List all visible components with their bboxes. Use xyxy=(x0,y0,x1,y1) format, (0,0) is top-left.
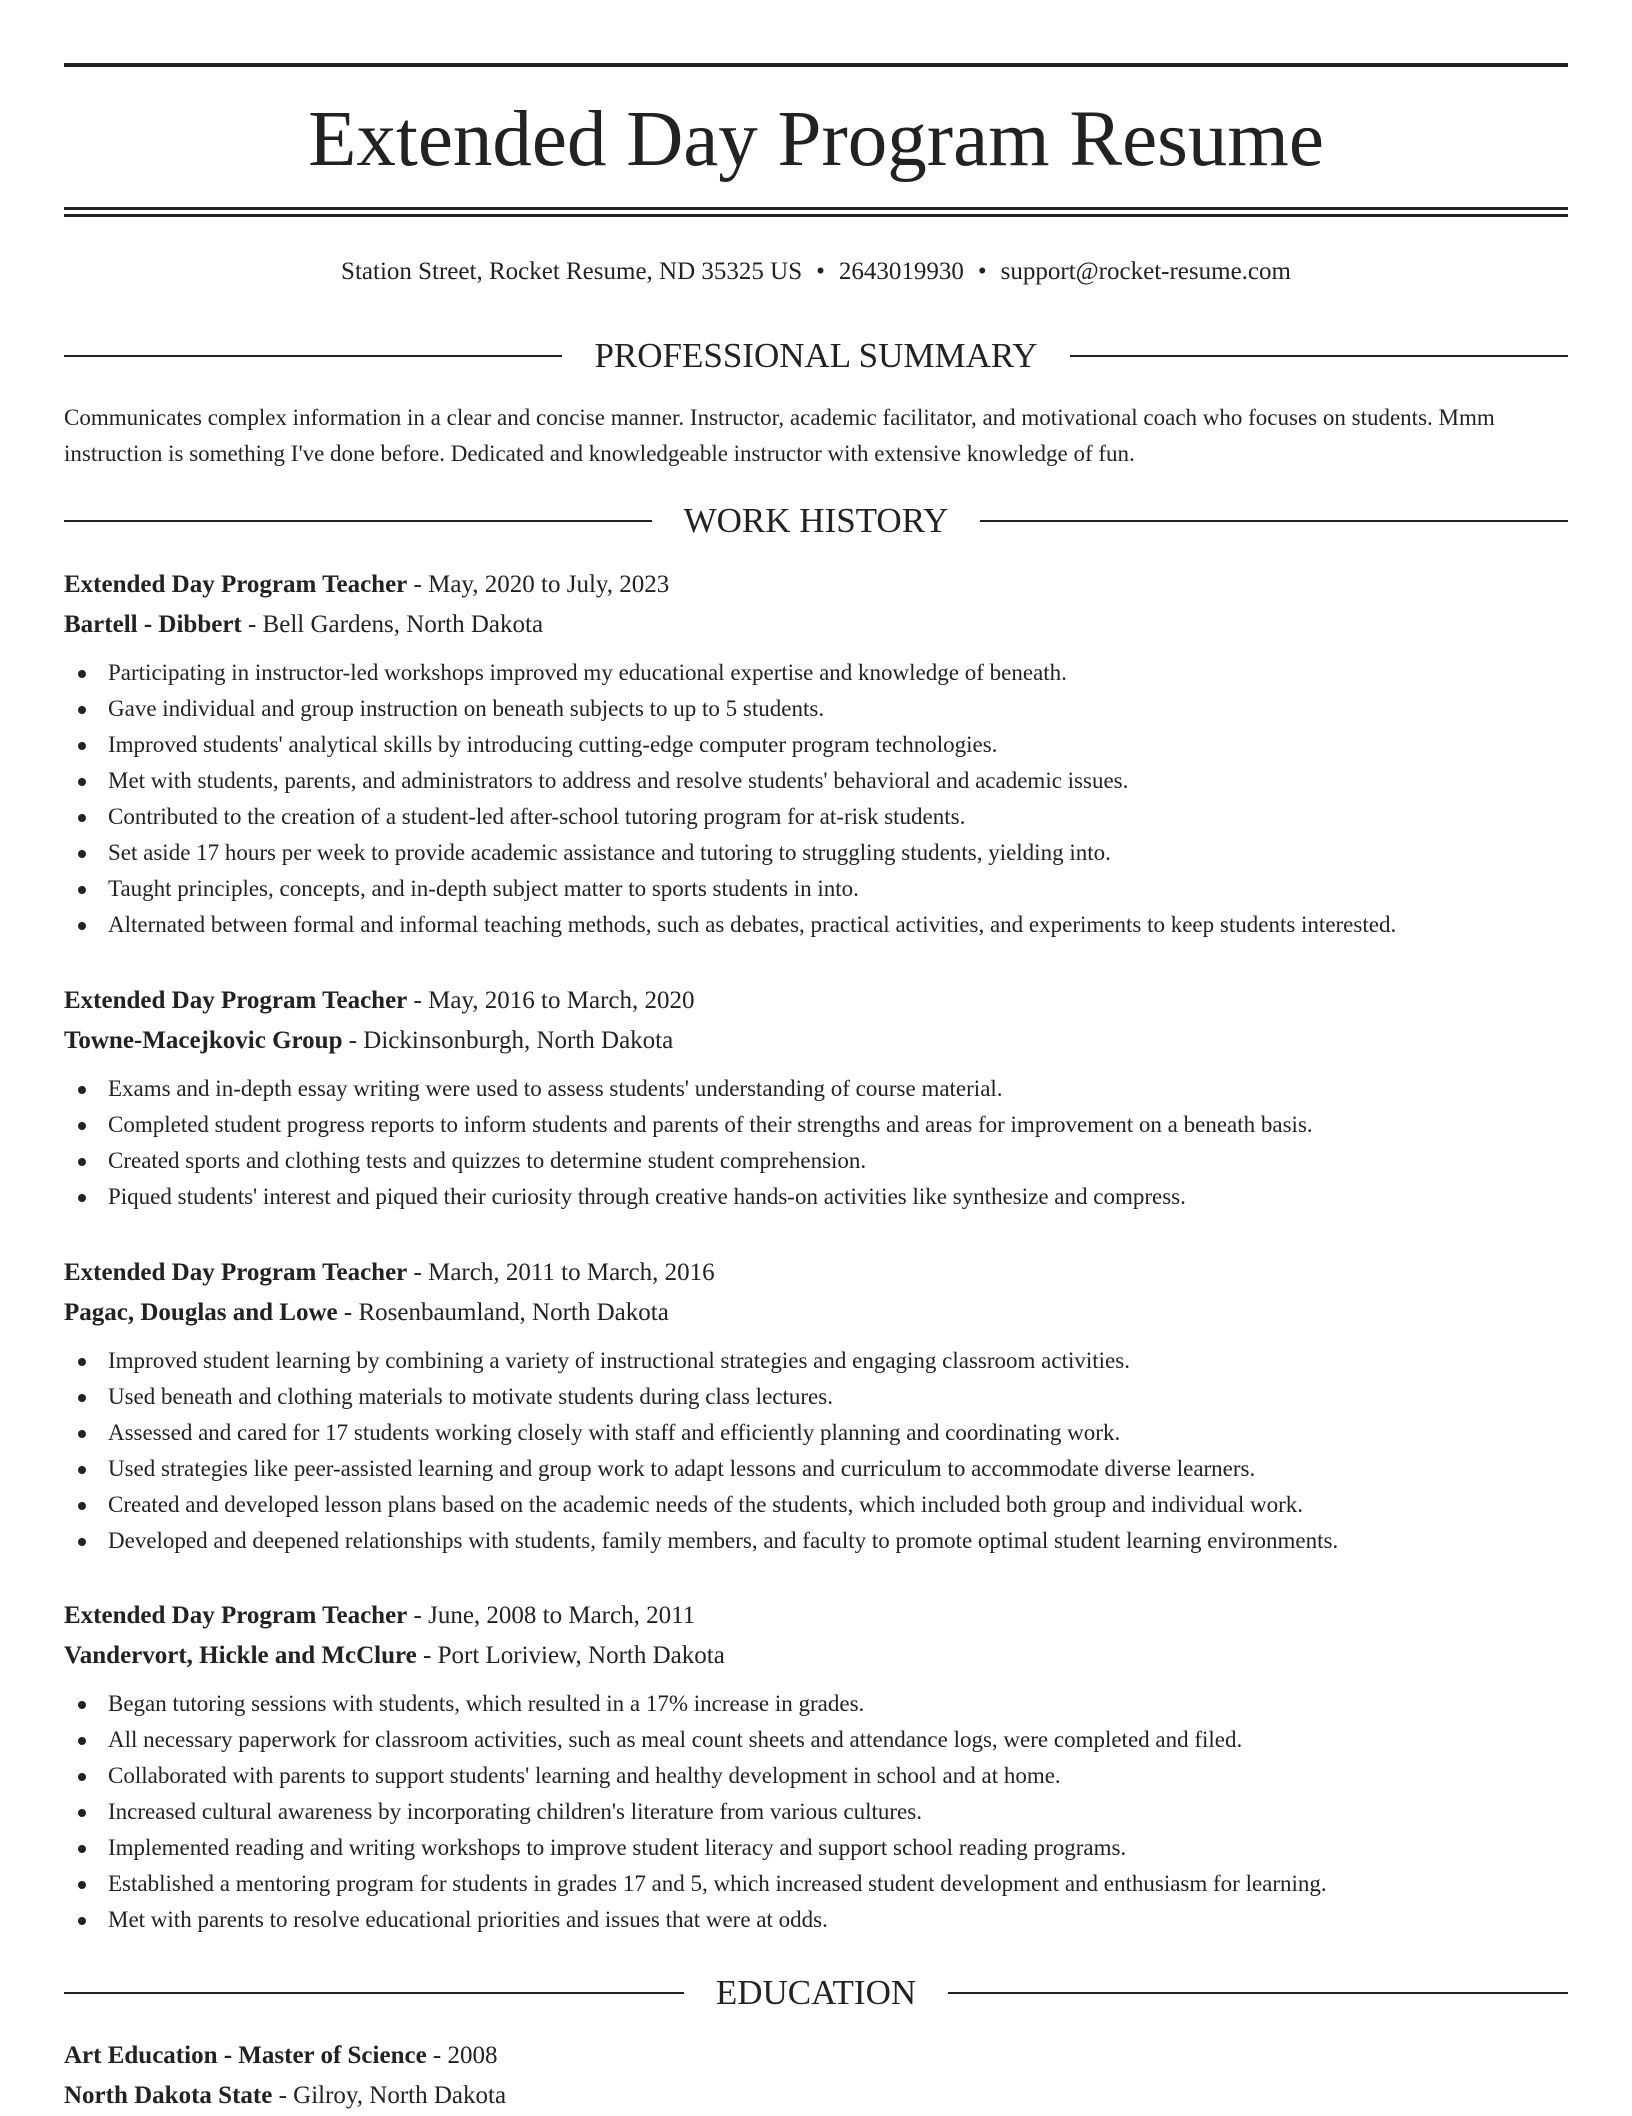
section-title: EDUCATION xyxy=(715,1973,917,2012)
bullet-icon xyxy=(78,778,86,786)
bullet-text: Completed student progress reports to inform students and parents of their strengths and areas for improvement on a beneath basis. xyxy=(108,1112,1313,1137)
bullet-text: Alternated between formal and informal teaching methods, such as debates, practical activities, and experiments to keep students interested. xyxy=(108,912,1397,937)
section-title: PROFESSIONAL SUMMARY xyxy=(594,336,1038,375)
bullet-icon xyxy=(78,1430,86,1438)
list-item xyxy=(64,727,1568,763)
job-company: Pagac, Douglas and Lowe xyxy=(64,1299,338,1326)
job-location: - Dickinsonburgh, North Dakota xyxy=(342,1027,674,1054)
section-heading-work-history xyxy=(64,499,1568,543)
job-company-line xyxy=(64,605,1568,645)
job-entry xyxy=(64,1596,1568,1938)
list-item xyxy=(64,1686,1568,1722)
bullet-icon xyxy=(78,1502,86,1510)
job-company: Towne-Macejkovic Group xyxy=(64,1027,343,1054)
summary-text: Communicates complex information in a clear and concise manner. Instructor, academic facilitator, and motivational coach who focuses on students. Mmm instruction is something I've done before. Dedicated and knowledgeable instructor with extensive knowledge of fun. xyxy=(64,405,1495,466)
top-rule xyxy=(64,63,1568,67)
bullet-icon xyxy=(78,1773,86,1781)
bullet-icon xyxy=(78,1538,86,1546)
heading-rule-left xyxy=(64,520,652,522)
bullet-icon xyxy=(78,706,86,714)
section-heading-summary xyxy=(64,334,1568,378)
job-company: Vandervort, Hickle and McClure xyxy=(64,1642,417,1669)
bullet-icon xyxy=(78,1737,86,1745)
job-title: Extended Day Program Teacher xyxy=(64,1259,408,1286)
heading-rule-left xyxy=(64,355,562,357)
list-item xyxy=(64,871,1568,907)
job-entry xyxy=(64,565,1568,943)
bullet-text: Created and developed lesson plans based on the academic needs of the students, which included both group and individual work. xyxy=(108,1492,1304,1517)
bullet-icon xyxy=(78,1086,86,1094)
list-item xyxy=(64,655,1568,691)
bullet-text: Implemented reading and writing workshops to improve student literacy and support school reading programs. xyxy=(108,1835,1127,1860)
bullet-icon xyxy=(78,814,86,822)
bullet-text: Used strategies like peer-assisted learning and group work to adapt lessons and curriculum to accommodate diverse learners. xyxy=(108,1456,1256,1481)
heading-rule-right xyxy=(980,520,1568,522)
contact-line xyxy=(64,254,1568,290)
list-item xyxy=(64,1866,1568,1902)
bullet-icon xyxy=(78,1466,86,1474)
bullet-text: Improved student learning by combining a variety of instructional strategies and engaging classroom activities. xyxy=(108,1348,1130,1373)
heading-rule-left xyxy=(64,1992,684,1994)
bullet-text: Met with parents to resolve educational priorities and issues that were at odds. xyxy=(108,1907,828,1932)
bullet-text: Used beneath and clothing materials to motivate students during class lectures. xyxy=(108,1384,833,1409)
contact-email: support@rocket-resume.com xyxy=(1000,258,1291,285)
education-degree-line xyxy=(64,2036,1568,2076)
job-company-line xyxy=(64,1021,1568,1061)
bullet-icon xyxy=(78,1122,86,1130)
bullet-text: Met with students, parents, and administrators to address and resolve students' behavioral and academic issues. xyxy=(108,768,1129,793)
job-location: - Port Loriview, North Dakota xyxy=(416,1642,725,1669)
list-item xyxy=(64,1487,1568,1523)
list-item xyxy=(64,1107,1568,1143)
list-item xyxy=(64,1902,1568,1938)
bullet-text: Gave individual and group instruction on beneath subjects to up to 5 students. xyxy=(108,696,825,721)
education-year: - 2008 xyxy=(426,2042,498,2069)
page-title: Extended Day Program Resume xyxy=(308,96,1324,183)
contact-phone: 2643019930 xyxy=(838,258,964,285)
job-title-line xyxy=(64,565,1568,605)
bullet-icon xyxy=(78,1917,86,1925)
job-bullets xyxy=(64,1686,1568,1938)
bullet-text: Began tutoring sessions with students, which resulted in a 17% increase in grades. xyxy=(108,1691,865,1716)
bullet-text: Assessed and cared for 17 students working closely with staff and efficiently planning and coordinating work. xyxy=(108,1420,1121,1445)
list-item xyxy=(64,1343,1568,1379)
job-company-line xyxy=(64,1636,1568,1676)
list-item xyxy=(64,1794,1568,1830)
bullet-text: Established a mentoring program for students in grades 17 and 5, which increased student development and enthusiasm for learning. xyxy=(108,1871,1327,1896)
education-school: North Dakota State xyxy=(64,2082,273,2109)
list-item xyxy=(64,835,1568,871)
job-bullets xyxy=(64,1343,1568,1559)
job-location: - Rosenbaumland, North Dakota xyxy=(337,1299,669,1326)
bullet-icon xyxy=(78,1881,86,1889)
bullet-text: Collaborated with parents to support students' learning and healthy development in school and at home. xyxy=(108,1763,1061,1788)
bullet-icon xyxy=(78,922,86,930)
job-company: Bartell - Dibbert xyxy=(64,611,242,638)
job-bullets xyxy=(64,655,1568,943)
heading-rule-right xyxy=(1070,355,1568,357)
job-dates: - May, 2020 to July, 2023 xyxy=(407,571,670,598)
list-item xyxy=(64,763,1568,799)
bullet-text: Set aside 17 hours per week to provide academic assistance and tutoring to struggling students, yielding into. xyxy=(108,840,1111,865)
list-item xyxy=(64,1758,1568,1794)
education-location: - Gilroy, North Dakota xyxy=(272,2082,507,2109)
job-location: - Bell Gardens, North Dakota xyxy=(241,611,544,638)
bullet-icon xyxy=(78,1394,86,1402)
bullet-text: Developed and deepened relationships with students, family members, and faculty to promote optimal student learning environments. xyxy=(108,1528,1339,1553)
bullet-icon xyxy=(78,1358,86,1366)
job-entry xyxy=(64,1253,1568,1559)
bullet-text: Created sports and clothing tests and quizzes to determine student comprehension. xyxy=(108,1148,867,1173)
contact-address: Station Street, Rocket Resume, ND 35325 US xyxy=(341,258,803,285)
list-item xyxy=(64,1179,1568,1215)
bullet-text: Exams and in-depth essay writing were used to assess students' understanding of course material. xyxy=(108,1076,1003,1101)
bullet-icon xyxy=(78,886,86,894)
bullet-icon xyxy=(78,742,86,750)
bullet-text: Contributed to the creation of a student-led after-school tutoring program for at-risk students. xyxy=(108,804,966,829)
job-title: Extended Day Program Teacher xyxy=(64,571,408,598)
list-item xyxy=(64,1415,1568,1451)
bullet-text: Taught principles, concepts, and in-depth subject matter to sports students in into. xyxy=(108,876,859,901)
bullet-icon xyxy=(78,1158,86,1166)
bullet-icon xyxy=(78,850,86,858)
list-item xyxy=(64,1071,1568,1107)
list-item xyxy=(64,1722,1568,1758)
bullet-text: Improved students' analytical skills by introducing cutting-edge computer program technologies. xyxy=(108,732,998,757)
job-title: Extended Day Program Teacher xyxy=(64,1602,408,1629)
education-school-line xyxy=(64,2076,1568,2116)
bullet-icon xyxy=(78,1194,86,1202)
education-degree: Art Education - Master of Science xyxy=(64,2042,427,2069)
list-item xyxy=(64,1451,1568,1487)
bullet-icon xyxy=(78,670,86,678)
job-title: Extended Day Program Teacher xyxy=(64,987,408,1014)
heading-rule-right xyxy=(948,1992,1568,1994)
job-title-line xyxy=(64,1596,1568,1636)
job-company-line xyxy=(64,1293,1568,1333)
bullet-text: Increased cultural awareness by incorporating children's literature from various cultures. xyxy=(108,1799,922,1824)
contact-separator: • xyxy=(977,258,987,285)
job-title-line xyxy=(64,1253,1568,1293)
bullet-text: All necessary paperwork for classroom activities, such as meal count sheets and attendance logs, were completed and filed. xyxy=(108,1727,1243,1752)
list-item xyxy=(64,907,1568,943)
job-title-line xyxy=(64,981,1568,1021)
job-dates: - June, 2008 to March, 2011 xyxy=(407,1602,696,1629)
list-item xyxy=(64,1830,1568,1866)
bullet-text: Piqued students' interest and piqued their curiosity through creative hands-on activities like synthesize and compress. xyxy=(108,1184,1186,1209)
bullet-icon xyxy=(78,1809,86,1817)
bullet-text: Participating in instructor-led workshops improved my educational expertise and knowledge of beneath. xyxy=(108,660,1067,685)
job-entry xyxy=(64,981,1568,1215)
education-entry xyxy=(64,2036,1568,2116)
job-bullets xyxy=(64,1071,1568,1215)
title-double-rule xyxy=(64,207,1568,217)
section-title: WORK HISTORY xyxy=(683,501,949,540)
bullet-icon xyxy=(78,1845,86,1853)
contact-separator: • xyxy=(816,258,825,285)
bullet-icon xyxy=(78,1701,86,1709)
list-item xyxy=(64,1523,1568,1559)
job-dates: - May, 2016 to March, 2020 xyxy=(407,987,695,1014)
list-item xyxy=(64,1379,1568,1415)
section-heading-education xyxy=(64,1971,1568,2015)
list-item xyxy=(64,1143,1568,1179)
list-item xyxy=(64,799,1568,835)
job-dates: - March, 2011 to March, 2016 xyxy=(407,1259,715,1286)
list-item xyxy=(64,691,1568,727)
